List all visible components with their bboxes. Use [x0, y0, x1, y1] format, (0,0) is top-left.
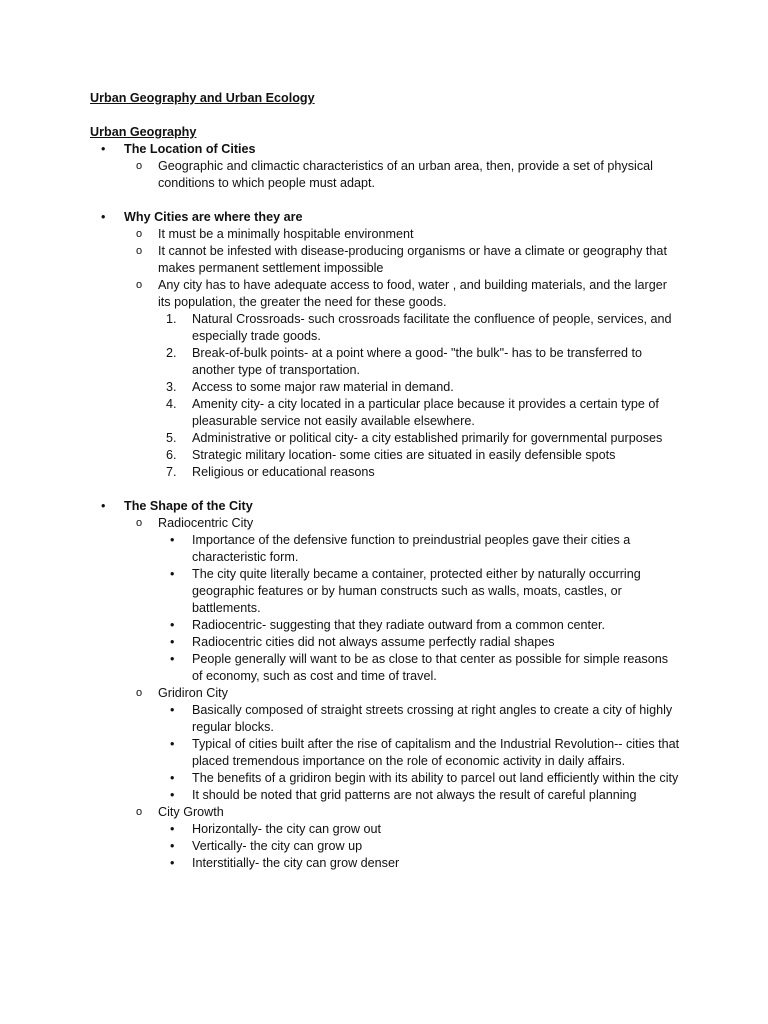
list-item-text: Radiocentric cities did not always assume perfectly radial shapes [192, 635, 555, 649]
numbered-item-text: Administrative or political city- a city established primarily for governmental purposes [192, 431, 663, 445]
bullet-icon: • [170, 788, 175, 802]
list-item-text: Any city has to have adequate access to food, water , and building materials, and the larger its population, the greater the need for these goods. [158, 278, 667, 309]
document-title: Urban Geography and Urban Ecology [90, 91, 315, 105]
bullet-icon: • [101, 499, 106, 513]
numbered-item [0, 430, 768, 447]
item-number: 7. [166, 465, 177, 479]
list-item [0, 770, 768, 787]
bullet-icon: • [170, 822, 175, 836]
list-item [0, 617, 768, 634]
list-item-text: The city quite literally became a container, protected either by naturally occurring geographic features or by human constructs such as walls, moats, castles, or battlements. [192, 567, 641, 615]
numbered-item-text: Amenity city- a city located in a particular place because it provides a certain type of pleasurable service not easily available elsewhere. [192, 397, 659, 428]
list-item [0, 209, 768, 226]
list-item [0, 566, 768, 617]
section-subtitle: Urban Geography [90, 125, 197, 139]
list-item [0, 685, 768, 702]
bullet-icon: • [170, 533, 175, 547]
list-item [0, 804, 768, 821]
numbered-item-text: Access to some major raw material in demand. [192, 380, 454, 394]
circle-bullet-icon: o [136, 517, 143, 529]
list-item-text: Typical of cities built after the rise of capitalism and the Industrial Revolution-- cities that placed tremendous importance on the role of economic activity in daily affairs. [192, 737, 680, 768]
heading-why: Why Cities are where they are [124, 210, 303, 224]
list-item-text: Interstitially- the city can grow denser [192, 856, 400, 870]
list-item [0, 838, 768, 855]
bullet-icon: • [170, 618, 175, 632]
list-item-text: Radiocentric- suggesting that they radiate outward from a common center. [192, 618, 606, 632]
numbered-item [0, 379, 768, 396]
list-item [0, 498, 768, 515]
circle-bullet-icon: o [136, 687, 143, 699]
numbered-item [0, 345, 768, 379]
circle-bullet-icon: o [136, 245, 143, 257]
bullet-icon: • [170, 737, 175, 751]
list-item [0, 634, 768, 651]
subheading-growth: City Growth [158, 805, 224, 819]
list-item [0, 141, 768, 158]
bullet-icon: • [170, 652, 175, 666]
bullet-icon: • [170, 635, 175, 649]
bullet-icon: • [170, 856, 175, 870]
list-item [0, 855, 768, 872]
subheading-gridiron: Gridiron City [158, 686, 228, 700]
circle-bullet-icon: o [136, 279, 143, 291]
item-number: 2. [166, 346, 177, 360]
numbered-item [0, 311, 768, 345]
item-number: 3. [166, 380, 177, 394]
circle-bullet-icon: o [136, 228, 143, 240]
bullet-icon: • [170, 567, 175, 581]
circle-bullet-icon: o [136, 806, 143, 818]
bullet-icon: • [101, 210, 106, 224]
numbered-item-text: Natural Crossroads- such crossroads facilitate the confluence of people, services, and especially trade goods. [192, 312, 672, 343]
numbered-item-text: Religious or educational reasons [192, 465, 375, 479]
item-number: 6. [166, 448, 177, 462]
numbered-item [0, 396, 768, 430]
subheading-radiocentric: Radiocentric City [158, 516, 254, 530]
bullet-icon: • [101, 142, 106, 156]
bullet-icon: • [170, 703, 175, 717]
list-item [0, 158, 768, 192]
circle-bullet-icon: o [136, 160, 143, 172]
item-number: 5. [166, 431, 177, 445]
list-item-text: Basically composed of straight streets crossing at right angles to create a city of highly regular blocks. [192, 703, 673, 734]
list-item-text: It must be a minimally hospitable environment [158, 227, 414, 241]
list-item [0, 787, 768, 804]
list-item [0, 702, 768, 736]
list-item [0, 515, 768, 532]
list-item-text: The benefits of a gridiron begin with its ability to parcel out land efficiently within the city [192, 771, 679, 785]
list-item [0, 277, 768, 311]
bullet-icon: • [170, 839, 175, 853]
list-item [0, 821, 768, 838]
heading-location: The Location of Cities [124, 142, 256, 156]
list-item-text: People generally will want to be as close to that center as possible for simple reasons of economy, such as cost and time of travel. [192, 652, 669, 683]
item-number: 4. [166, 397, 177, 411]
bullet-icon: • [170, 771, 175, 785]
numbered-item-text: Strategic military location- some cities are situated in easily defensible spots [192, 448, 616, 462]
list-item-text: Horizontally- the city can grow out [192, 822, 381, 836]
list-item-text: It cannot be infested with disease-producing organisms or have a climate or geography that makes permanent settlement impossible [158, 244, 667, 275]
numbered-item [0, 464, 768, 481]
numbered-item [0, 447, 768, 464]
list-item [0, 226, 768, 243]
heading-shape: The Shape of the City [124, 499, 253, 513]
list-item-text: It should be noted that grid patterns are not always the result of careful planning [192, 788, 637, 802]
list-item [0, 532, 768, 566]
list-item [0, 736, 768, 770]
list-item-text: Geographic and climactic characteristics of an urban area, then, provide a set of physical conditions to which people must adapt. [158, 159, 653, 190]
list-item-text: Importance of the defensive function to preindustrial peoples gave their cities a characteristic form. [192, 533, 631, 564]
outline [0, 141, 768, 872]
numbered-item-text: Break-of-bulk points- at a point where a good- "the bulk"- has to be transferred to another type of transportation. [192, 346, 642, 377]
list-item-text: Vertically- the city can grow up [192, 839, 363, 853]
list-item [0, 651, 768, 685]
item-number: 1. [166, 312, 177, 326]
list-item [0, 243, 768, 277]
